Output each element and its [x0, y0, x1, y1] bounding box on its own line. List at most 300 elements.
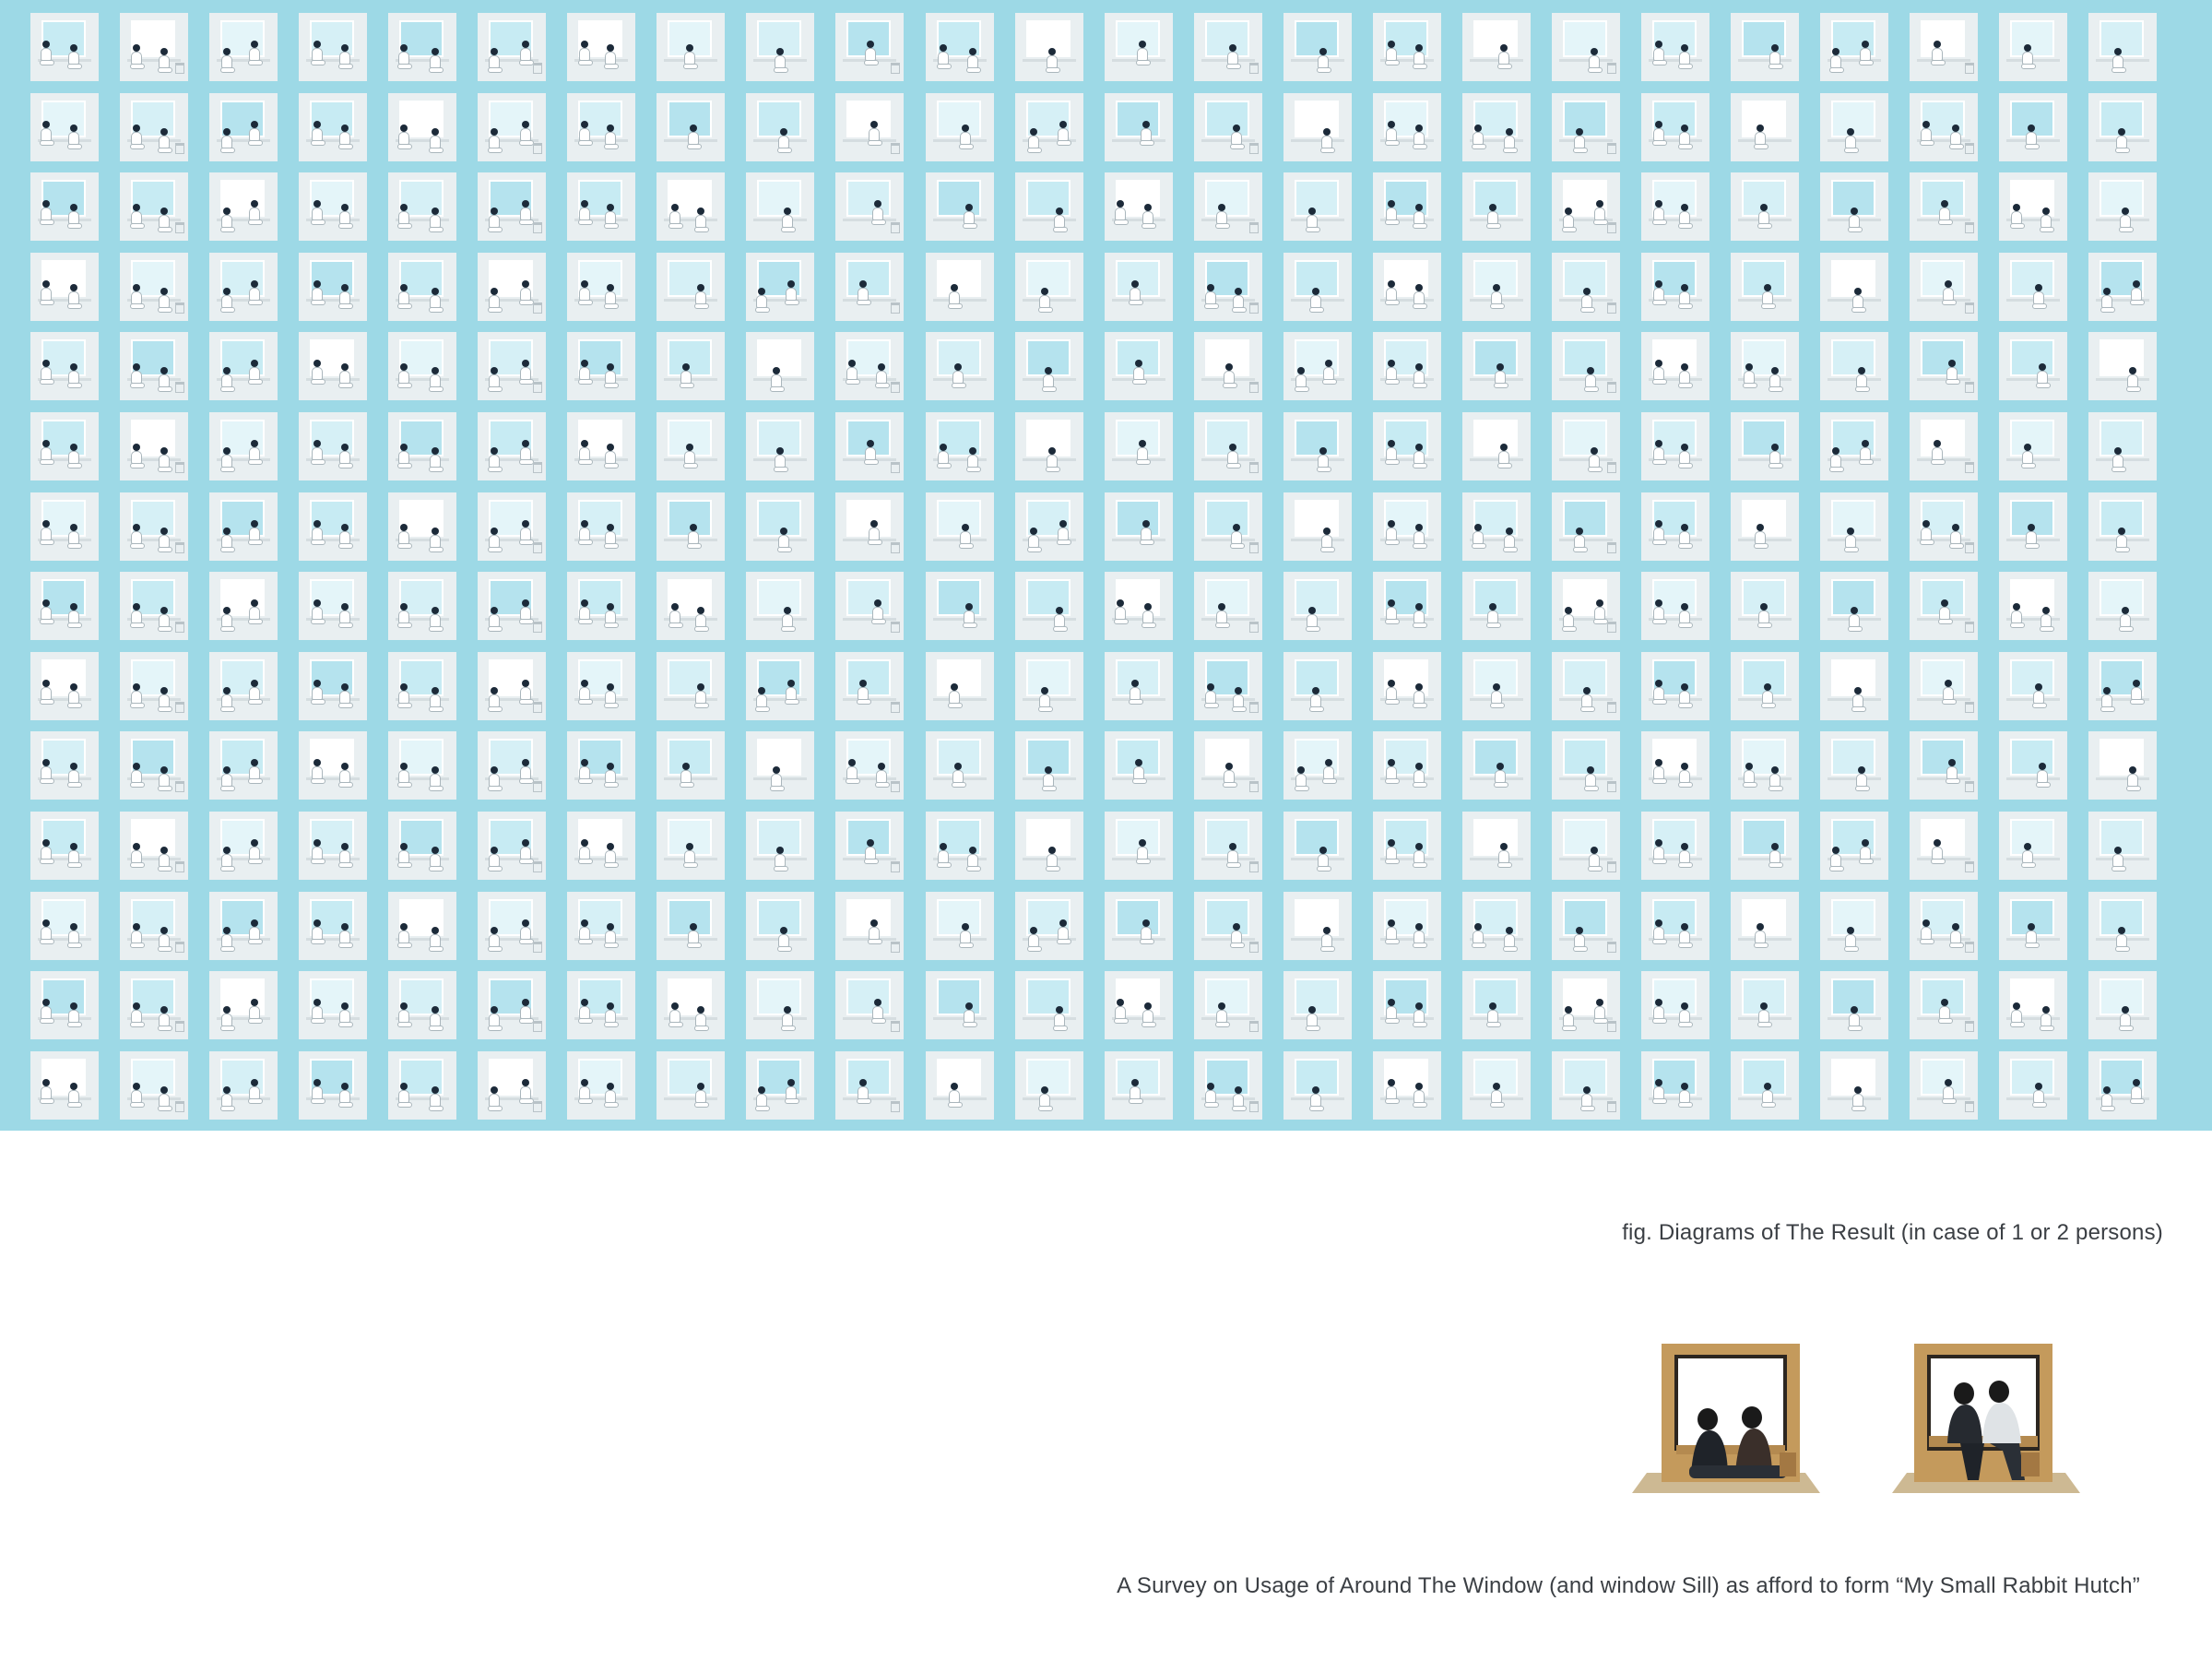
person-figure — [857, 280, 869, 306]
person-body — [520, 208, 531, 220]
window-diagram — [1283, 253, 1352, 321]
person-figure — [519, 759, 532, 785]
person-body — [786, 288, 797, 301]
person-legs — [1761, 703, 1776, 708]
window-diagram — [299, 332, 367, 400]
person-legs — [1678, 543, 1693, 549]
person-figure — [338, 284, 351, 310]
person-head — [2103, 687, 2111, 694]
person-legs — [220, 467, 235, 472]
person-figure — [311, 360, 324, 385]
person-head — [1142, 520, 1150, 528]
person-figure — [40, 440, 53, 466]
person-legs — [694, 1102, 709, 1108]
person-body — [2120, 215, 2131, 228]
person-head — [42, 200, 50, 208]
person-body — [967, 55, 978, 68]
person-head — [859, 680, 867, 687]
person-figure — [130, 44, 143, 70]
person-body — [1054, 215, 1065, 228]
person-figure — [1652, 360, 1665, 385]
person-figure — [40, 839, 53, 865]
stool — [533, 702, 542, 713]
person-figure — [248, 280, 261, 306]
person-body — [1130, 288, 1141, 301]
person-legs — [948, 303, 963, 309]
person-body — [1115, 208, 1126, 220]
person-legs — [1027, 946, 1042, 952]
person-legs — [519, 859, 534, 864]
person-figure — [158, 687, 171, 713]
person-body — [1653, 48, 1664, 61]
person-body — [339, 1010, 350, 1023]
window-sill — [1738, 59, 1792, 62]
person-figure — [1309, 687, 1322, 713]
person-body — [605, 132, 616, 145]
person-body — [1769, 52, 1780, 65]
window-sill — [1291, 938, 1344, 941]
window-diagram — [567, 731, 635, 800]
person-head — [780, 128, 787, 136]
person-legs — [871, 219, 886, 225]
person-body — [41, 1006, 52, 1019]
stool — [1965, 462, 1974, 473]
person-legs — [519, 778, 534, 784]
person-body — [1386, 128, 1397, 141]
person-body — [221, 295, 232, 308]
window-diagram — [1462, 812, 1531, 880]
window-diagram — [209, 93, 278, 161]
person-figure — [871, 200, 884, 226]
person-body — [579, 288, 590, 301]
person-head — [432, 48, 439, 55]
person-legs — [1232, 307, 1247, 313]
person-legs — [67, 862, 82, 868]
person-legs — [2025, 543, 2040, 549]
person-head — [42, 440, 50, 447]
person-figure — [429, 288, 442, 314]
person-figure — [963, 603, 976, 629]
person-legs — [220, 866, 235, 872]
person-body — [782, 1014, 793, 1026]
person-figure — [397, 763, 410, 788]
person-legs — [311, 1098, 325, 1104]
person-body — [1849, 614, 1860, 627]
window-diagram — [746, 572, 814, 640]
person-legs — [2010, 1022, 2025, 1027]
window-diagram — [746, 652, 814, 720]
person-legs — [578, 300, 593, 305]
person-body — [605, 1090, 616, 1103]
person-head — [1325, 759, 1332, 766]
person-head — [133, 923, 140, 931]
person-head — [313, 200, 321, 208]
window-diagram — [1462, 892, 1531, 960]
person-body — [1679, 1010, 1690, 1023]
person-head — [522, 680, 529, 687]
person-body — [2033, 291, 2044, 304]
person-legs — [1385, 219, 1400, 225]
person-figure — [311, 440, 324, 466]
person-figure — [668, 204, 681, 230]
window-diagram — [30, 492, 99, 561]
person-head — [491, 48, 498, 55]
window-sill — [1201, 1017, 1255, 1020]
person-figure — [1503, 528, 1516, 553]
person-legs — [248, 459, 263, 465]
window-diagram — [1194, 652, 1262, 720]
person-head — [1388, 759, 1395, 766]
window-diagram — [657, 172, 725, 241]
person-figure — [1593, 200, 1606, 226]
stool — [891, 1101, 900, 1112]
person-body — [949, 691, 960, 704]
person-body — [131, 1010, 142, 1023]
stool — [1249, 622, 1259, 633]
person-body — [1589, 455, 1600, 468]
person-head — [1388, 440, 1395, 447]
person-legs — [67, 622, 82, 628]
person-figure — [687, 125, 700, 150]
stool — [1607, 143, 1616, 154]
person-body — [1769, 451, 1780, 464]
person-body — [1231, 531, 1242, 544]
person-legs — [130, 144, 145, 149]
person-head — [2133, 1079, 2140, 1086]
person-legs — [1490, 303, 1505, 309]
person-body — [430, 295, 441, 308]
person-head — [1030, 927, 1037, 934]
person-figure — [130, 284, 143, 310]
window-diagram — [657, 652, 725, 720]
person-legs — [488, 227, 503, 232]
person-head — [2024, 44, 2031, 52]
person-head — [251, 520, 258, 528]
person-head — [160, 927, 168, 934]
person-figure — [1938, 999, 1951, 1025]
person-body — [68, 1090, 79, 1103]
person-figure — [1413, 923, 1425, 949]
person-body — [1386, 208, 1397, 220]
person-legs — [694, 227, 709, 232]
person-legs — [785, 1098, 799, 1104]
person-body — [1386, 766, 1397, 779]
person-body — [398, 371, 409, 384]
person-legs — [578, 619, 593, 624]
person-figure — [1385, 599, 1398, 625]
window-diagram — [835, 971, 904, 1039]
stool — [891, 1021, 900, 1032]
person-legs — [488, 1106, 503, 1111]
person-legs — [40, 140, 54, 146]
stool — [1607, 942, 1616, 953]
person-head — [1474, 923, 1482, 931]
window-diagram — [1910, 812, 1978, 880]
person-body — [1323, 367, 1334, 380]
person-body — [605, 1010, 616, 1023]
person-head — [400, 603, 408, 611]
person-figure — [755, 288, 768, 314]
person-figure — [1562, 607, 1575, 633]
person-body — [131, 211, 142, 224]
person-body — [1231, 132, 1242, 145]
person-body — [1653, 1086, 1664, 1099]
person-legs — [1562, 626, 1577, 632]
person-figure — [1678, 1002, 1691, 1028]
person-head — [1655, 919, 1662, 927]
window-sill — [1738, 458, 1792, 461]
person-legs — [1743, 782, 1757, 788]
window-diagram — [1373, 93, 1441, 161]
window-diagram — [1283, 93, 1352, 161]
person-body — [872, 208, 883, 220]
person-body — [430, 1014, 441, 1026]
window-diagram — [1999, 1051, 2067, 1120]
person-figure — [966, 48, 979, 74]
person-figure — [1503, 927, 1516, 953]
person-body — [771, 374, 782, 387]
person-body — [1491, 691, 1502, 704]
person-legs — [1136, 859, 1151, 864]
person-figure — [683, 44, 696, 70]
person-body — [964, 611, 975, 623]
window-pane — [1116, 500, 1160, 537]
person-head — [2133, 280, 2140, 288]
person-head — [1858, 367, 1865, 374]
window-diagram — [2088, 253, 2157, 321]
person-legs — [1232, 706, 1247, 712]
person-figure — [311, 999, 324, 1025]
person-head — [776, 48, 784, 55]
window-sill — [1023, 1017, 1076, 1020]
window-diagram — [120, 412, 188, 480]
person-legs — [40, 1098, 54, 1104]
person-body — [68, 1010, 79, 1023]
window-diagram — [1641, 652, 1709, 720]
person-figure — [1132, 759, 1145, 785]
person-legs — [963, 622, 977, 628]
person-legs — [40, 859, 54, 864]
person-legs — [1652, 60, 1667, 65]
person-legs — [871, 619, 886, 624]
stool — [1965, 302, 1974, 314]
person-head — [859, 280, 867, 288]
person-body — [1137, 447, 1148, 460]
person-legs — [519, 1018, 534, 1024]
window-diagram — [1820, 172, 1888, 241]
person-body — [1142, 611, 1153, 623]
person-figure — [519, 999, 532, 1025]
person-figure — [1309, 288, 1322, 314]
window-diagram — [657, 892, 725, 960]
person-figure — [604, 524, 617, 550]
window-sill — [664, 698, 717, 701]
person-head — [400, 1083, 408, 1090]
window-diagram — [1462, 572, 1531, 640]
person-body — [1047, 854, 1058, 867]
person-legs — [1494, 782, 1508, 788]
person-legs — [864, 459, 879, 465]
person-figure — [67, 524, 80, 550]
stool — [891, 542, 900, 553]
person-figure — [1844, 528, 1857, 553]
person-body — [68, 211, 79, 224]
stool — [533, 63, 542, 74]
person-legs — [1848, 227, 1863, 232]
person-body — [1653, 1006, 1664, 1019]
person-body — [1386, 48, 1397, 61]
person-head — [160, 288, 168, 295]
person-legs — [488, 946, 503, 952]
person-figure — [604, 683, 617, 709]
person-head — [1655, 360, 1662, 367]
person-head — [70, 763, 77, 770]
person-legs — [248, 1018, 263, 1024]
person-figure — [857, 1079, 869, 1105]
person-head — [2122, 607, 2129, 614]
person-legs — [2010, 622, 2025, 628]
person-figure — [937, 44, 950, 70]
person-body — [489, 694, 500, 707]
stool — [891, 222, 900, 233]
window-diagram — [1910, 572, 1978, 640]
person-legs — [1761, 303, 1776, 309]
person-body — [339, 451, 350, 464]
person-figure — [67, 444, 80, 469]
window-diagram — [1373, 812, 1441, 880]
person-figure — [220, 607, 233, 633]
window-diagram — [1820, 492, 1888, 561]
person-figure — [1385, 280, 1398, 306]
person-head — [2114, 48, 2122, 55]
person-body — [949, 291, 960, 304]
person-head — [1655, 440, 1662, 447]
window-sill — [1112, 139, 1165, 142]
person-head — [784, 1006, 791, 1014]
person-legs — [604, 463, 619, 468]
person-legs — [604, 622, 619, 628]
person-body — [1679, 770, 1690, 783]
person-legs — [1223, 782, 1237, 788]
person-legs — [429, 386, 444, 392]
window-diagram — [1999, 971, 2067, 1039]
person-body — [312, 447, 323, 460]
person-body — [1653, 607, 1664, 620]
person-figure — [578, 520, 591, 546]
person-legs — [488, 706, 503, 712]
person-body — [1594, 1006, 1605, 1019]
person-legs — [2040, 626, 2054, 632]
person-body — [1830, 55, 1841, 68]
person-head — [223, 1086, 231, 1094]
person-figure — [1204, 284, 1217, 310]
person-figure — [311, 919, 324, 945]
window-diagram — [835, 572, 904, 640]
person-head — [581, 440, 588, 447]
person-head — [1319, 847, 1327, 854]
window-diagram — [926, 172, 994, 241]
person-legs — [875, 782, 890, 788]
person-body — [1946, 367, 1958, 380]
person-legs — [1829, 467, 1844, 472]
person-legs — [1761, 1102, 1776, 1108]
person-figure — [248, 520, 261, 546]
stool — [1249, 382, 1259, 393]
person-legs — [1678, 1022, 1693, 1027]
person-body — [964, 211, 975, 224]
person-figure — [1230, 923, 1243, 949]
person-head — [758, 687, 765, 694]
person-figure — [311, 680, 324, 706]
person-head — [70, 204, 77, 211]
person-figure — [1226, 44, 1239, 70]
person-head — [1655, 41, 1662, 48]
person-figure — [40, 520, 53, 546]
person-body — [339, 52, 350, 65]
person-figure — [1949, 524, 1962, 550]
window-diagram — [1731, 253, 1799, 321]
window-diagram — [478, 412, 546, 480]
person-legs — [868, 140, 882, 146]
window-diagram — [1641, 93, 1709, 161]
person-head — [1144, 204, 1152, 211]
person-head — [1851, 1006, 1858, 1014]
person-body — [520, 288, 531, 301]
person-head — [160, 528, 168, 535]
window-sill — [1023, 219, 1076, 221]
person-body — [520, 367, 531, 380]
window-diagram — [209, 652, 278, 720]
person-figure — [1027, 927, 1040, 953]
person-figure — [604, 444, 617, 469]
person-figure — [338, 524, 351, 550]
person-body — [68, 850, 79, 863]
person-head — [1308, 208, 1316, 215]
person-figure — [774, 48, 787, 74]
person-figure — [604, 763, 617, 788]
person-legs — [2100, 706, 2115, 712]
person-head — [1323, 128, 1331, 136]
person-legs — [2032, 703, 2047, 708]
person-legs — [770, 786, 785, 791]
person-figure — [40, 360, 53, 385]
person-figure — [1230, 125, 1243, 150]
window-diagram — [1641, 13, 1709, 81]
person-figure — [1057, 121, 1070, 147]
window-diagram — [1373, 971, 1441, 1039]
person-figure — [777, 128, 790, 154]
survey-title: A Survey on Usage of Around The Window (and window Sill) as afford to form “My Small Rabbit Hutch” — [1117, 1573, 2140, 1598]
person-legs — [781, 227, 796, 232]
person-head — [1144, 603, 1152, 611]
person-legs — [338, 943, 353, 948]
person-figure — [220, 1086, 233, 1112]
person-body — [1386, 847, 1397, 860]
person-body — [1386, 1006, 1397, 1019]
person-body — [339, 371, 350, 384]
window-diagram — [1283, 652, 1352, 720]
person-figure — [1768, 44, 1781, 70]
window-diagram — [2088, 731, 2157, 800]
person-body — [1504, 934, 1515, 947]
person-body — [1487, 1010, 1498, 1023]
person-figure — [1757, 1002, 1770, 1028]
person-legs — [248, 379, 263, 385]
window-diagram — [1820, 652, 1888, 720]
person-legs — [488, 786, 503, 791]
window-sill — [2096, 777, 2149, 780]
person-body — [1414, 132, 1425, 145]
